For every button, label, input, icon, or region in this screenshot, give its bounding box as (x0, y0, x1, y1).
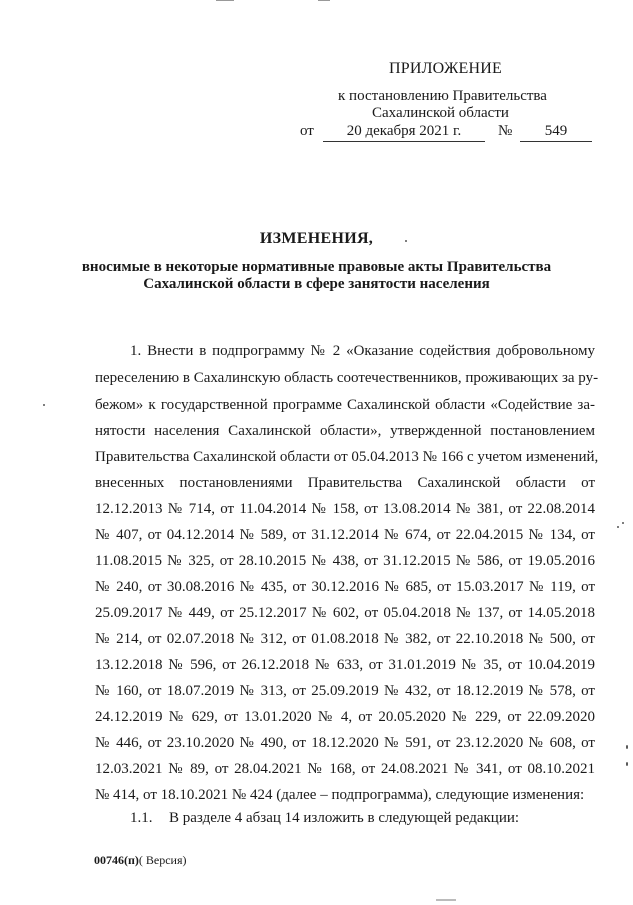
number-sign: № (498, 123, 513, 139)
scan-mark-bottom (436, 899, 456, 901)
subsection-number: 1.1. (130, 810, 153, 826)
body-line: бежом» к государственной программе Сахалинской области «Содействие за- (95, 397, 595, 413)
body-line: 1. Внести в подпрограмму № 2 «Оказание содействия добровольному (130, 343, 595, 359)
body-line: 12.12.2013 № 714, от 11.04.2014 № 158, от 13.08.2014 № 381, от 22.08.2014 (95, 501, 595, 517)
scan-dot (617, 526, 619, 528)
footer-code (94, 853, 187, 868)
scan-dot (405, 240, 407, 242)
body-line: 11.08.2015 № 325, от 28.10.2015 № 438, от 31.12.2015 № 586, от 19.05.2016 (95, 553, 595, 569)
footer-document-code: 00746(п) (94, 853, 139, 867)
from-label: от (300, 123, 314, 139)
body-line: № 240, от 30.08.2016 № 435, от 30.12.2016 № 685, от 15.03.2017 № 119, от (95, 579, 595, 595)
appendix-title: ПРИЛОЖЕНИЕ (389, 60, 503, 77)
subsection-text: В разделе 4 абзац 14 изложить в следующей редакции: (169, 810, 520, 826)
scan-mark-top-right (318, 0, 330, 1)
body-line: 24.12.2019 № 629, от 13.01.2020 № 4, от 20.05.2020 № 229, от 22.09.2020 (95, 709, 595, 725)
document-subtitle-line-1: вносимые в некоторые нормативные правовые акты Правительства (81, 259, 552, 275)
scan-dot (626, 745, 628, 749)
body-line: 13.12.2018 № 596, от 26.12.2018 № 633, от 31.01.2019 № 35, от 10.04.2019 (95, 657, 595, 673)
body-line: 12.03.2021 № 89, от 28.04.2021 № 168, от 24.08.2021 № 341, от 08.10.2021 (95, 761, 595, 777)
appendix-line-1: к постановлению Правительства (338, 88, 547, 104)
body-line: нятости населения Сахалинской области», утвержденной постановлением (95, 423, 595, 439)
scan-dot (626, 762, 628, 766)
body-line: № 160, от 18.07.2019 № 313, от 25.09.2019 № 432, от 18.12.2019 № 578, от (95, 683, 595, 699)
body-line: № 214, от 02.07.2018 № 312, от 01.08.2018 № 382, от 22.10.2018 № 500, от (95, 631, 595, 647)
scan-dot (622, 522, 624, 524)
body-line: № 407, от 04.12.2014 № 589, от 31.12.2014 № 674, от 22.04.2015 № 134, от (95, 527, 595, 543)
body-line: 25.09.2017 № 449, от 25.12.2017 № 602, от 05.04.2018 № 137, от 14.05.2018 (95, 605, 595, 621)
document-subtitle-line-2: Сахалинской области в сфере занятости населения (143, 276, 490, 292)
decree-number: 549 (520, 123, 592, 142)
document-title: ИЗМЕНЕНИЯ, (259, 230, 374, 247)
decree-date: 20 декабря 2021 г. (323, 123, 485, 142)
body-line: переселению в Сахалинскую область соотечественников, проживающих за ру- (95, 370, 599, 386)
footer-version: ( Версия) (138, 853, 187, 867)
scan-mark-top-left (216, 0, 234, 1)
appendix-line-2: Сахалинской области (372, 105, 509, 121)
body-line: внесенных постановлениями Правительства Сахалинской области от (95, 475, 595, 491)
scan-dot (43, 404, 45, 406)
body-line: № 446, от 23.10.2020 № 490, от 18.12.2020 № 591, от 23.12.2020 № 608, от (95, 735, 595, 751)
body-line: № 414, от 18.10.2021 № 424 (далее – подпрограмма), следующие изменения: (95, 787, 585, 803)
body-line: Правительства Сахалинской области от 05.04.2013 № 166 с учетом изменений, (95, 449, 599, 465)
